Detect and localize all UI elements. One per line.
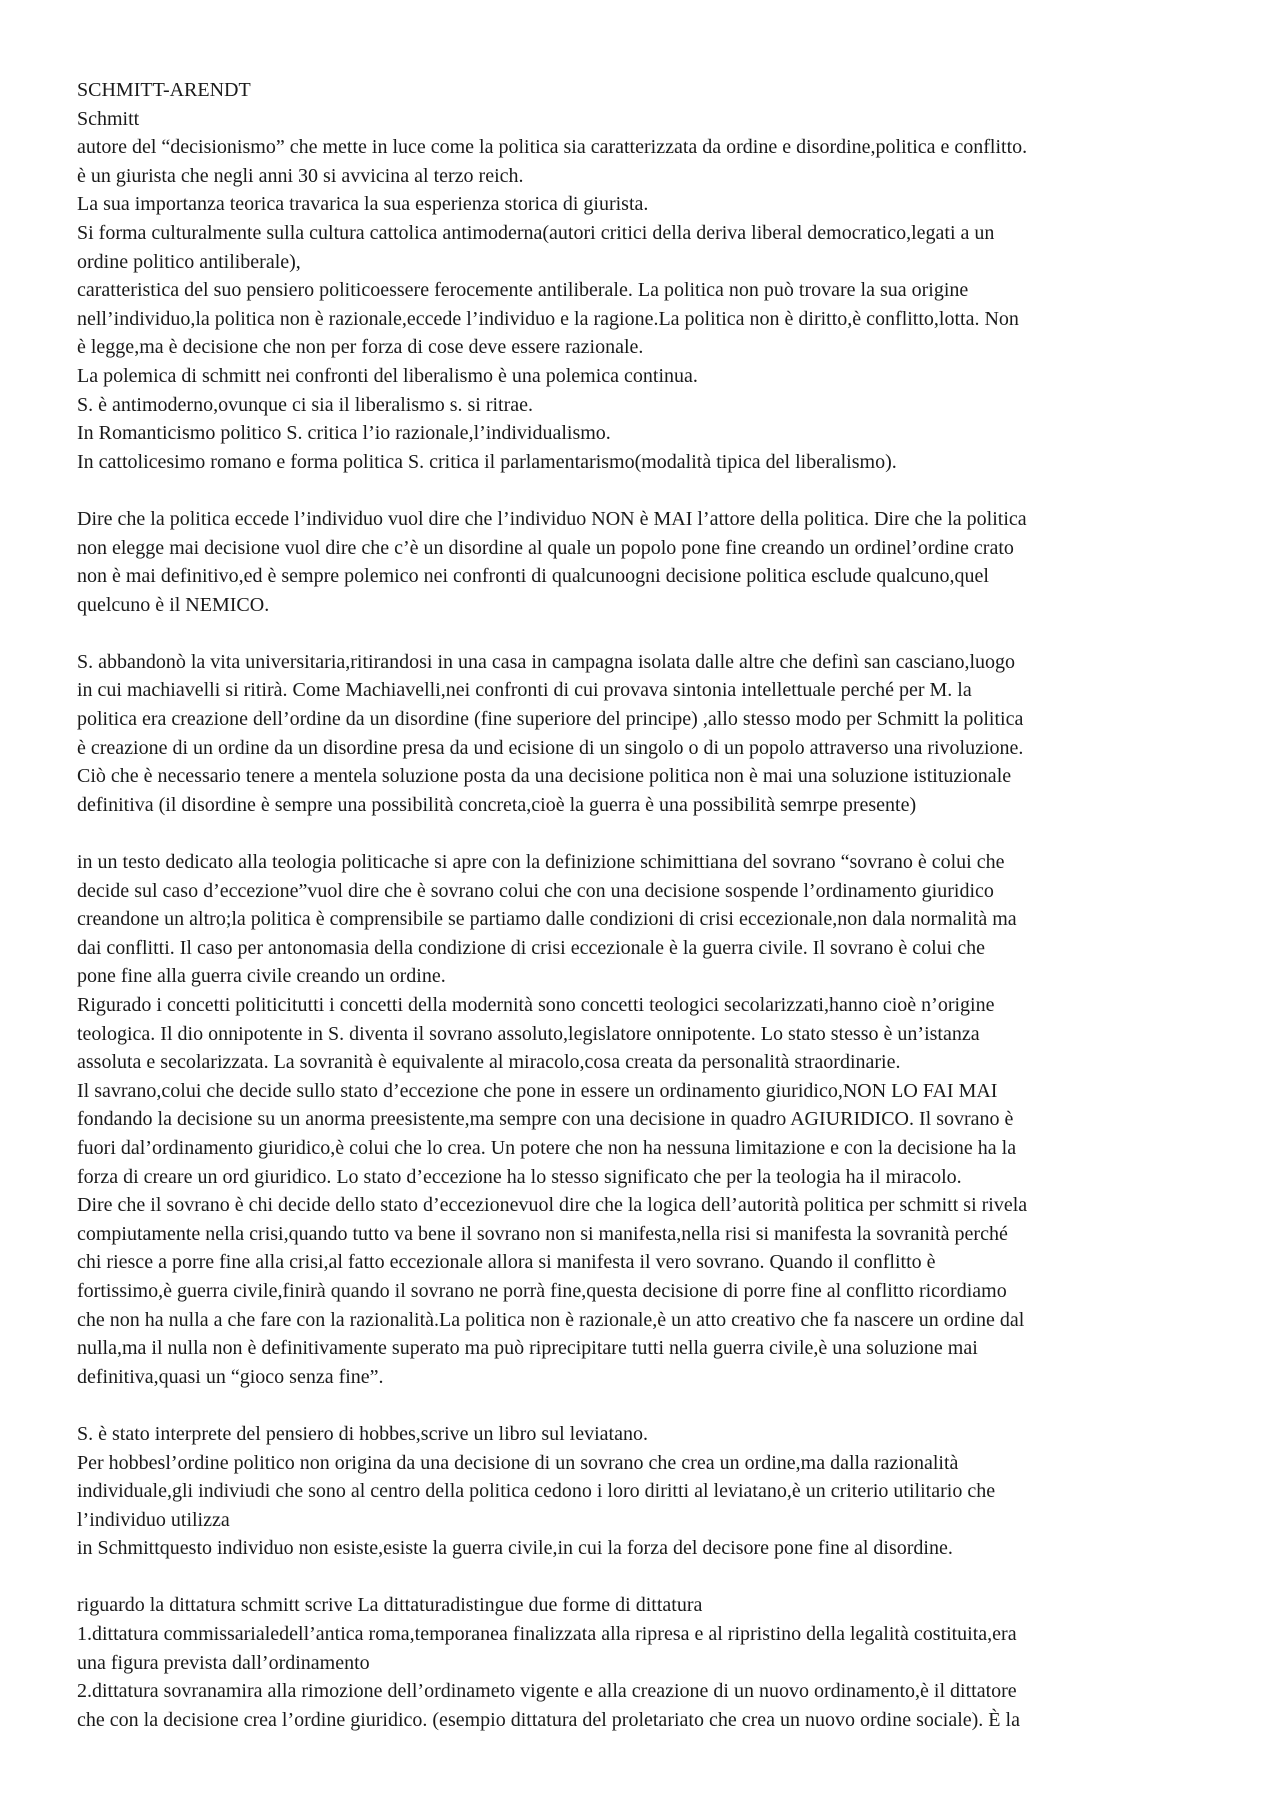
text-line: politica era creazione dell’ordine da un disordine (fine superiore del principe) ,allo stesso modo per Schmitt la politica xyxy=(77,708,1024,731)
text-line: Dire che la politica eccede l’individuo vuol dire che l’individuo NON è MAI l’attore della politica. Dire che la politica xyxy=(77,507,1027,530)
text-line: caratteristica del suo pensiero politicoessere ferocemente antiliberale. La politica non può trovare la sua origine xyxy=(77,279,969,302)
text-line: forza di creare un ord giuridico. Lo stato d’eccezione ha lo stesso significato che per la teologia ha il miracolo. xyxy=(77,1165,962,1188)
text-line: dai conflitti. Il caso per antonomasia della condizione di crisi eccezionale è la guerra civile. Il sovrano è colui che xyxy=(77,936,985,959)
text-line: compiutamente nella crisi,quando tutto va bene il sovrano non si manifesta,nella risi si manifesta la sovranità perché xyxy=(77,1222,1008,1245)
text-line: S. abbandonò la vita universitaria,ritirandosi in una casa in campagna isolata dalle altre che definì san casciano,luogo xyxy=(77,650,1016,673)
text-line: teologica. Il dio onnipotente in S. diventa il sovrano assoluto,legislatore onnipotente. Lo stato stesso è un’istanza xyxy=(77,1022,980,1045)
text-line: 2.dittatura sovranamira alla rimozione dell’ordinameto vigente e alla creazione di un nuovo ordinamento,è il dittatore xyxy=(77,1680,1017,1703)
document-title: SCHMITT-ARENDT xyxy=(77,79,251,101)
text-line: è un giurista che negli anni 30 si avvicina al terzo reich. xyxy=(77,164,524,187)
text-line: in Schmittquesto individuo non esiste,esiste la guerra civile,in cui la forza del decisore pone fine al disordine. xyxy=(77,1537,953,1560)
text-line: che non ha nulla a che fare con la razionalità.La politica non è razionale,è un atto creativo che fa nascere un ordine dal xyxy=(77,1308,1025,1331)
text-line: individuale,gli indiviudi che sono al centro della politica cedono i loro diritti al leviatano,è un criterio utilitario che xyxy=(77,1480,996,1503)
text-line: non è mai definitivo,ed è sempre polemico nei confronti di qualcunoogni decisione politica esclude qualcuno,quel xyxy=(77,565,989,588)
text-line: definitiva,quasi un “gioco senza fine”. xyxy=(77,1365,384,1388)
text-line: decide sul caso d’eccezione”vuol dire che è sovrano colui che con una decisione sospende l’ordinamento giuridico xyxy=(77,879,994,902)
document-page xyxy=(77,76,1217,1734)
text-line: In cattolicesimo romano e forma politica S. critica il parlamentarismo(modalità tipica del liberalismo). xyxy=(77,450,897,473)
paragraph-gap xyxy=(77,619,1217,648)
text-line: 1.dittatura commissarialedell’antica roma,temporanea finalizzata alla ripresa e al ripristino della legalità costituita,era xyxy=(77,1623,1017,1646)
text-line: creandone un altro;la politica è comprensibile se partiamo dalle condizioni di crisi eccezionale,non dala normalità ma xyxy=(77,908,1017,931)
text-line: autore del “decisionismo” che mette in luce come la politica sia caratterizzata da ordine e disordine,politica e conflitto. xyxy=(77,136,1028,159)
text-line: fondando la decisione su un anorma preesistente,ma sempre con una decisione in quadro AGIURIDICO. Il sovrano è xyxy=(77,1108,1014,1131)
text-line: Il savrano,colui che decide sullo stato d’eccezione che pone in essere un ordinamento giuridico,NON LO FAI MAI xyxy=(77,1079,998,1102)
text-line: fuori dal’ordinamento giuridico,è colui che lo crea. Un potere che non ha nessuna limitazione e con la decisione ha la xyxy=(77,1136,1017,1159)
text-line: S. è antimoderno,ovunque ci sia il liberalismo s. si ritrae. xyxy=(77,393,534,416)
text-line: La polemica di schmitt nei confronti del liberalismo è una polemica continua. xyxy=(77,364,698,387)
text-line: una figura prevista dall’ordinamento xyxy=(77,1651,370,1674)
text-line: l’individuo utilizza xyxy=(77,1508,230,1531)
paragraph-gap xyxy=(77,819,1217,848)
text-line: è legge,ma è decisione che non per forza di cose deve essere razionale. xyxy=(77,336,644,359)
text-line: in un testo dedicato alla teologia politicache si apre con la definizione schimittiana del sovrano “sovrano è colui che xyxy=(77,851,1005,874)
text-line: in cui machiavelli si ritirà. Come Machiavelli,nei confronti di cui provava sintonia intellettuale perché per M. la xyxy=(77,679,972,702)
text-line: pone fine alla guerra civile creando un ordine. xyxy=(77,965,446,988)
text-line: Rigurado i concetti politicitutti i concetti della modernità sono concetti teologici secolarizzati,hanno cioè n’origine xyxy=(77,994,995,1016)
text-line: che con la decisione crea l’ordine giuridico. (esempio dittatura del proletariato che crea un nuovo ordine sociale). È la xyxy=(77,1708,1020,1731)
paragraph-gap xyxy=(77,1391,1217,1420)
paragraph-gap xyxy=(77,1563,1217,1592)
text-line: Si forma culturalmente sulla cultura cattolica antimoderna(autori critici della deriva liberal democratico,legati a un xyxy=(77,221,995,244)
text-line: S. è stato interprete del pensiero di hobbes,scrive un libro sul leviatano. xyxy=(77,1422,648,1445)
text-line: assoluta e secolarizzata. La sovranità è equivalente al miracolo,cosa creata da personalità straordinarie. xyxy=(77,1051,901,1074)
text-line: ordine politico antiliberale), xyxy=(77,250,301,273)
text-line: La sua importanza teorica travarica la sua esperienza storica di giurista. xyxy=(77,193,649,216)
text-line: In Romanticismo politico S. critica l’io razionale,l’individualismo. xyxy=(77,422,611,445)
text-line: chi riesce a porre fine alla crisi,al fatto eccezionale allora si manifesta il vero sovrano. Quando il conflitto è xyxy=(77,1251,936,1274)
text-line: Ciò che è necessario tenere a mentela soluzione posta da una decisione politica non è mai una soluzione istituzionale xyxy=(77,765,1012,788)
paragraph-gap xyxy=(77,476,1217,505)
section-heading: Schmitt xyxy=(77,107,140,130)
text-line: Per hobbesl’ordine politico non origina da una decisione di un sovrano che crea un ordine,ma dalla razionalità xyxy=(77,1451,959,1474)
text-line: riguardo la dittatura schmitt scrive La dittaturadistingue due forme di dittatura xyxy=(77,1594,703,1617)
text-line: definitiva (il disordine è sempre una possibilità concreta,cioè la guerra è una possibilità semrpe presente) xyxy=(77,793,917,816)
text-line: nell’individuo,la politica non è razionale,eccede l’individuo e la ragione.La politica non è diritto,è conflitto,lotta. Non xyxy=(77,307,1019,330)
text-line: quelcuno è il NEMICO. xyxy=(77,593,270,616)
text-line: Dire che il sovrano è chi decide dello stato d’eccezionevuol dire che la logica dell’autorità politica per schmitt si rivela xyxy=(77,1194,1028,1217)
text-line: non elegge mai decisione vuol dire che c’è un disordine al quale un popolo pone fine creando un ordinel’ordine crato xyxy=(77,536,1014,559)
text-line: nulla,ma il nulla non è definitivamente superato ma può riprecipitare tutti nella guerra civile,è una soluzione mai xyxy=(77,1337,978,1360)
text-line: fortissimo,è guerra civile,finirà quando il sovrano ne porrà fine,questa decisione di porre fine al conflitto ricordiamo xyxy=(77,1279,1007,1302)
text-line: è creazione di un ordine da un disordine presa da und ecisione di un singolo o di un popolo attraverso una rivoluzione. xyxy=(77,736,1024,759)
